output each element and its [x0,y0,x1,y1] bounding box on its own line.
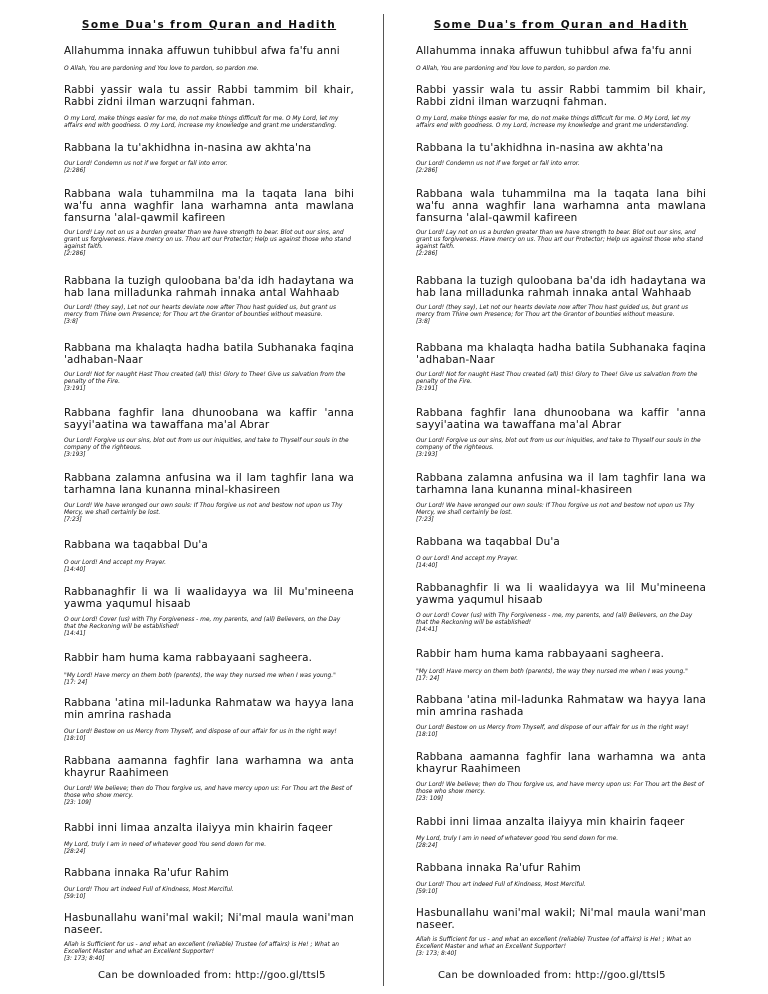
dua-arabic: Hasbunallahu wani'mal wakil; Ni'mal maula wani'man naseer. [64,912,354,936]
dua-translation-block [416,556,706,570]
dua-reference: [28:24] [416,843,438,849]
dua-translation: My Lord, truly I am in need of whatever good You send down for me. [64,842,267,848]
dua-translation-block [64,617,354,638]
dua-reference: [2:286] [64,168,86,174]
dua-translation-block [64,503,354,524]
dua-translation-block [64,887,354,901]
dua-translation-block [416,438,706,459]
dua-translation-block [416,882,706,896]
column-divider [383,14,384,986]
dua-reference: [14:41] [64,631,86,637]
dua-reference: [2:286] [64,251,86,257]
dua-arabic: Rabbana zalamna anfusina wa il lam taghfir lana wa tarhamna lana kunanna minal-khasireen [416,472,706,496]
dua-reference: [3:193] [64,452,86,458]
dua-translation-block [64,66,354,73]
dua-reference: [14:40] [416,563,438,569]
dua-translation: O my Lord, make things easier for me, do not make things difficult for me. O My Lord, let my affairs end with goodness. O my Lord, increase my knowledge and grant me understanding. [416,116,691,129]
dua-translation-block [64,842,354,856]
dua-translation-block [416,161,706,175]
dua-translation-block [416,782,706,803]
dua-reference: [17: 24] [416,676,440,682]
dua-translation: Our Lord! We have wronged our own souls: If Thou forgive us not and bestow not upon us Thy Mercy, we shall certainly be lost. [64,503,343,516]
dua-reference: [3:191] [416,386,438,392]
dua-translation: O Allah, You are pardoning and You love to pardon, so pardon me. [416,66,611,72]
dua-reference: [17: 24] [64,680,88,686]
dua-translation: Our Lord! Lay not on us a burden greater than we have strength to bear. Blot out our sins, and grant us forgiveness. Have mercy on us. Thou art our Protector; Help us against those who stand against faith. [64,230,351,250]
dua-arabic: Allahumma innaka affuwun tuhibbul afwa fa'fu anni [64,45,340,57]
dua-translation-block [64,673,354,687]
dua-reference: [23: 109] [416,796,444,802]
dua-translation: "My Lord! Have mercy on them both (parents), the way they nursed me when I was young." [64,673,336,679]
dua-arabic: Rabbana wa taqabbal Du'a [416,536,560,548]
dua-reference: [2:286] [416,168,438,174]
dua-arabic: Rabbana la tuzigh quloobana ba'da idh hadaytana wa hab lana milladunka rahmah innaka antal Wahhaab [64,275,354,299]
dua-translation: Our Lord! Forgive us our sins, blot out from us our iniquities, and take to Thyself our souls in the company of the righteous. [64,438,349,451]
dua-translation-block [64,786,354,807]
dua-arabic: Rabbana aamanna faghfir lana warhamna wa anta khayrur Raahimeen [416,751,706,775]
dua-reference: [23: 109] [64,800,92,806]
dua-arabic: Rabbana 'atina mil-ladunka Rahmataw wa hayya lana min amrina rashada [416,694,706,718]
dua-arabic: Rabbana aamanna faghfir lana warhamna wa anta khayrur Raahimeen [64,755,354,779]
dua-translation: O our Lord! Cover (us) with Thy Forgiveness - me, my parents, and (all) Believers, on the Day that the Reckoning will be established! [416,613,693,626]
dua-translation-block [64,438,354,459]
dua-translation-block [64,560,354,574]
dua-reference: [3:191] [64,386,86,392]
dua-translation: "My Lord! Have mercy on them both (parents), the way they nursed me when I was young." [416,669,688,675]
dua-arabic: Allahumma innaka affuwun tuhibbul afwa fa'fu anni [416,45,692,57]
dua-translation: O our Lord! Cover (us) with Thy Forgiveness - me, my parents, and (all) Believers, on the Day that the Reckoning will be established! [64,617,341,630]
left-column [64,0,354,994]
dua-translation-block [64,729,354,743]
dua-translation: O our Lord! And accept my Prayer. [64,560,166,566]
dua-translation: O Allah, You are pardoning and You love to pardon, so pardon me. [64,66,259,72]
dua-translation-block [416,116,706,130]
dua-arabic: Rabbana la tu'akhidhna in-nasina aw akhta'na [64,142,312,154]
dua-reference: [2:286] [416,251,438,257]
dua-reference: [7:23] [64,517,82,523]
dua-arabic: Rabbana wala tuhammilna ma la taqata lana bihi wa'fu anna waghfir lana warhamna anta mawlana fansurna 'alal-qawmil kafireen [64,188,354,224]
dua-arabic: Rabbana la tu'akhidhna in-nasina aw akhta'na [416,142,664,154]
dua-arabic: Rabbana wala tuhammilna ma la taqata lana bihi wa'fu anna waghfir lana warhamna anta mawlana fansurna 'alal-qawmil kafireen [416,188,706,224]
dua-translation: Our Lord! Condemn us not if we forget or fall into error. [64,161,228,167]
dua-translation: Allah is Sufficient for us - and what an excellent (reliable) Trustee (of affairs) is He! ; What an Excellent Master and what an Excellent Supporter! [416,937,692,950]
dua-reference: [3: 173; 8:40] [64,956,105,962]
dua-translation: O my Lord, make things easier for me, do not make things difficult for me. O My Lord, let my affairs end with goodness. O my Lord, increase my knowledge and grant me understanding. [64,116,339,129]
dua-translation: Allah is Sufficient for us - and what an excellent (reliable) Trustee (of affairs) is He! ; What an Excellent Master and what an Excellent Supporter! [64,942,340,955]
dua-arabic: Rabbana innaka Ra'ufur Rahim [416,862,581,874]
dua-translation: Our Lord! Condemn us not if we forget or fall into error. [416,161,580,167]
dua-reference: [14:41] [416,627,438,633]
dua-arabic: Rabbana ma khalaqta hadha batila Subhanaka faqina 'adhaban-Naar [64,342,354,366]
dua-translation: Our Lord! Thou art indeed Full of Kindness, Most Merciful. [64,887,234,893]
dua-translation-block [416,836,706,850]
dua-arabic: Rabbana faghfir lana dhunoobana wa kaffir 'anna sayyi'aatina wa tawaffana ma'al Abrar [64,407,354,431]
footer-download-link: Can be downloaded from: http://goo.gl/ttsl5 [438,970,666,981]
dua-reference: [3:193] [416,452,438,458]
dua-translation: Our Lord! We believe; then do Thou forgive us, and have mercy upon us: For Thou art the Best of those who show mercy. [64,786,352,799]
dua-translation-block [416,305,706,326]
dua-arabic: Rabbana ma khalaqta hadha batila Subhanaka faqina 'adhaban-Naar [416,342,706,366]
dua-arabic: Rabbana faghfir lana dhunoobana wa kaffir 'anna sayyi'aatina wa tawaffana ma'al Abrar [416,407,706,431]
dua-translation-block [416,937,706,958]
dua-reference: [59:10] [416,889,438,895]
dua-translation: My Lord, truly I am in need of whatever good You send down for me. [416,836,619,842]
dua-arabic: Rabbi yassir wala tu assir Rabbi tammim bil khair, Rabbi zidni ilman warzuqni fahman. [416,84,706,108]
dua-arabic: Rabbir ham huma kama rabbayaani sagheera. [416,648,665,660]
dua-translation-block [416,230,706,258]
right-column [416,0,706,994]
dua-reference: [28:24] [64,849,86,855]
dua-arabic: Rabbi inni limaa anzalta ilaiyya min khairin faqeer [64,822,333,834]
dua-arabic: Rabbana la tuzigh quloobana ba'da idh hadaytana wa hab lana milladunka rahmah innaka antal Wahhaab [416,275,706,299]
footer-download-link: Can be downloaded from: http://goo.gl/ttsl5 [98,970,326,981]
dua-arabic: Rabbi inni limaa anzalta ilaiyya min khairin faqeer [416,816,685,828]
page-title: Some Dua's from Quran and Hadith [81,19,337,31]
dua-translation-block [416,725,706,739]
dua-translation-block [64,305,354,326]
dua-translation: Our Lord! (they say), Let not our hearts deviate now after Thou hast guided us, but grant us mercy from Thine own Presence; for Thou art the Grantor of bounties without measure. [64,305,337,318]
dua-translation: Our Lord! We believe; then do Thou forgive us, and have mercy upon us: For Thou art the Best of those who show mercy. [416,782,704,795]
dua-translation: Our Lord! (they say), Let not our hearts deviate now after Thou hast guided us, but grant us mercy from Thine own Presence; for Thou art the Grantor of bounties without measure. [416,305,689,318]
dua-translation-block [416,613,706,634]
dua-translation-block [64,116,354,130]
dua-translation-block [64,230,354,258]
dua-translation: Our Lord! Lay not on us a burden greater than we have strength to bear. Blot out our sins, and grant us forgiveness. Have mercy on us. Thou art our Protector; Help us against those who stand against faith. [416,230,703,250]
dua-arabic: Rabbir ham huma kama rabbayaani sagheera. [64,652,313,664]
dua-translation: Our Lord! Not for naught Hast Thou created (all) this! Glory to Thee! Give us salvation from the penalty of the Fire. [64,372,346,385]
dua-reference: [3: 173; 8:40] [416,951,457,957]
dua-translation-block [416,503,706,524]
dua-translation-block [416,669,706,683]
dua-translation: Our Lord! We have wronged our own souls: If Thou forgive us not and bestow not upon us Thy Mercy, we shall certainly be lost. [416,503,695,516]
dua-translation: Our Lord! Bestow on us Mercy from Thyself, and dispose of our affair for us in the right way! [64,729,337,735]
dua-arabic: Rabbana 'atina mil-ladunka Rahmataw wa hayya lana min amrina rashada [64,697,354,721]
dua-translation: Our Lord! Thou art indeed Full of Kindness, Most Merciful. [416,882,586,888]
dua-translation: Our Lord! Forgive us our sins, blot out from us our iniquities, and take to Thyself our souls in the company of the righteous. [416,438,701,451]
dua-translation-block [416,66,706,73]
dua-translation-block [64,161,354,175]
dua-translation: O our Lord! And accept my Prayer. [416,556,518,562]
dua-reference: [7:23] [416,517,434,523]
dua-reference: [3:8] [416,319,431,325]
dua-reference: [59:10] [64,894,86,900]
dua-translation: Our Lord! Not for naught Hast Thou created (all) this! Glory to Thee! Give us salvation from the penalty of the Fire. [416,372,698,385]
dua-reference: [18:10] [416,732,438,738]
dua-reference: [14:40] [64,567,86,573]
dua-arabic: Rabbi yassir wala tu assir Rabbi tammim bil khair, Rabbi zidni ilman warzuqni fahman. [64,84,354,108]
dua-translation-block [64,372,354,393]
dua-arabic: Rabbanaghfir li wa li waalidayya wa lil Mu'mineena yawma yaqumul hisaab [416,582,706,606]
dua-reference: [18:10] [64,736,86,742]
dua-translation: Our Lord! Bestow on us Mercy from Thyself, and dispose of our affair for us in the right way! [416,725,689,731]
dua-translation-block [64,942,354,963]
dua-reference: [3:8] [64,319,79,325]
dua-arabic: Rabbana zalamna anfusina wa il lam taghfir lana wa tarhamna lana kunanna minal-khasireen [64,472,354,496]
dua-arabic: Hasbunallahu wani'mal wakil; Ni'mal maula wani'man naseer. [416,907,706,931]
dua-arabic: Rabbanaghfir li wa li waalidayya wa lil Mu'mineena yawma yaqumul hisaab [64,586,354,610]
dua-arabic: Rabbana wa taqabbal Du'a [64,539,208,551]
dua-arabic: Rabbana innaka Ra'ufur Rahim [64,867,229,879]
page-title: Some Dua's from Quran and Hadith [433,19,689,31]
dua-translation-block [416,372,706,393]
